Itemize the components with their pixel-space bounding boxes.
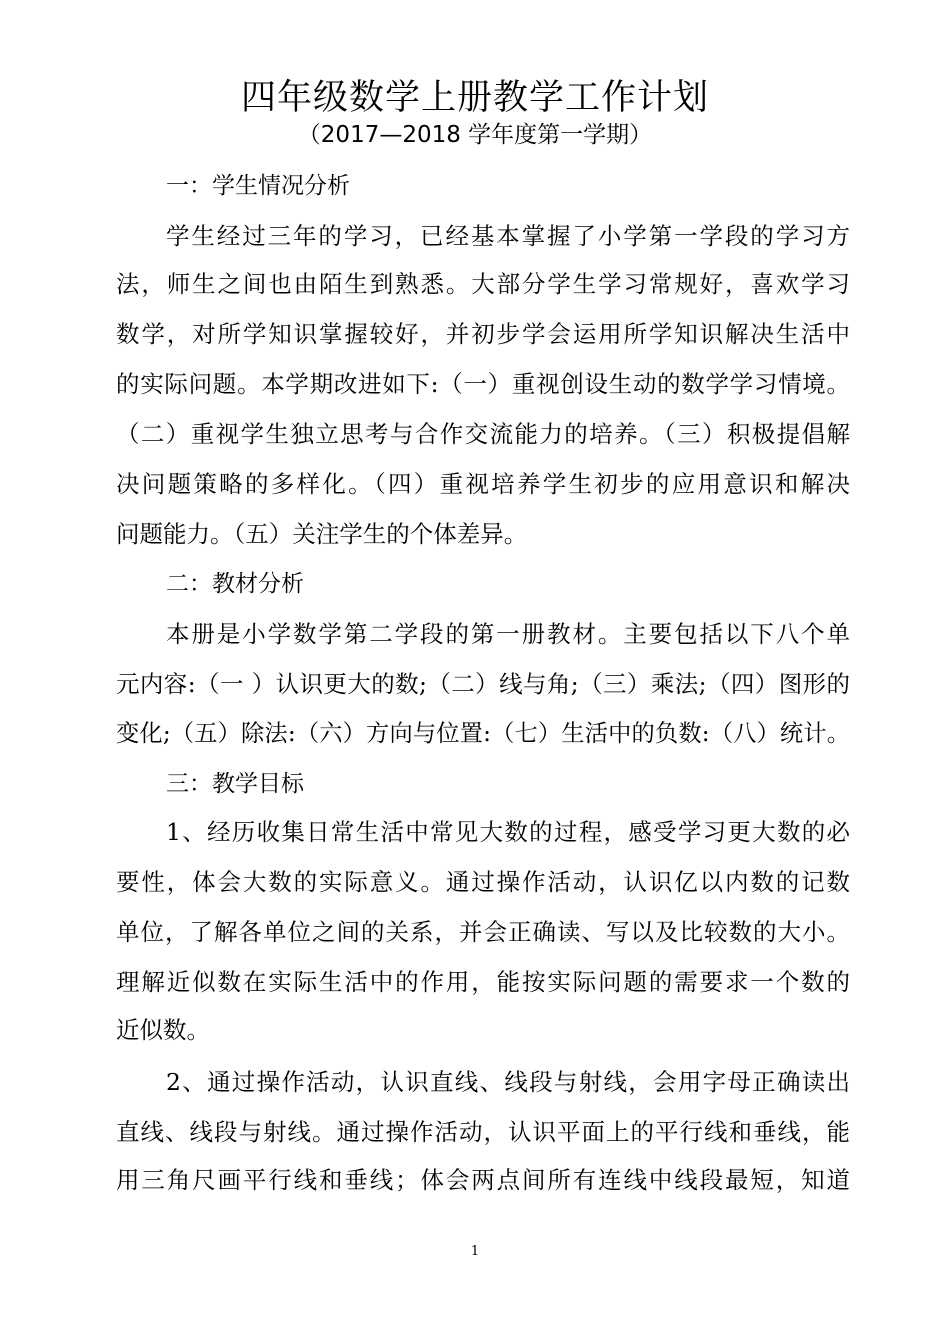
paragraph-line: 的实际问题。本学期改进如下:（一）重视创设生动的数学学习情境。 xyxy=(116,370,850,398)
paragraph-line: 学生经过三年的学习，已经基本掌握了小学第一学段的学习方 xyxy=(166,222,850,250)
paragraph-line: 决问题策略的多样化。（四）重视培养学生初步的应用意识和解决 xyxy=(116,470,850,498)
section-heading-student-analysis: 一：学生情况分析 xyxy=(166,173,350,199)
paragraph-line: 变化;（五）除法:（六）方向与位置:（七）生活中的负数:（八）统计。 xyxy=(116,720,850,747)
page-number: 1 xyxy=(470,1244,480,1259)
document-subtitle: （2017—2018 学年度第一学期） xyxy=(297,122,653,148)
section-heading-teaching-goals: 三：教学目标 xyxy=(166,771,304,797)
paragraph-line: 近似数。 xyxy=(116,1016,210,1044)
paragraph-line: 单位，了解各单位之间的关系，并会正确读、写以及比较数的大小。 xyxy=(116,918,850,946)
section-heading-textbook-analysis: 二：教材分析 xyxy=(166,571,304,597)
document-title: 四年级数学上册教学工作计划 xyxy=(240,78,709,118)
paragraph-line: 要性，体会大数的实际意义。通过操作活动，认识亿以内数的记数 xyxy=(116,868,850,896)
paragraph-line: 元内容:（一 ）认识更大的数;（二）线与角;（三）乘法;（四）图形的 xyxy=(116,670,850,698)
paragraph-line: 理解近似数在实际生活中的作用，能按实际问题的需要求一个数的 xyxy=(116,968,850,996)
paragraph-line: （二）重视学生独立思考与合作交流能力的培养。（三）积极提倡解 xyxy=(116,420,850,448)
paragraph-line: 2、通过操作活动，认识直线、线段与射线，会用字母正确读出 xyxy=(166,1068,850,1096)
paragraph-line: 法，师生之间也由陌生到熟悉。大部分学生学习常规好，喜欢学习 xyxy=(116,270,850,298)
paragraph-line: 直线、线段与射线。通过操作活动，认识平面上的平行线和垂线，能 xyxy=(116,1118,850,1146)
paragraph-line: 1、经历收集日常生活中常见大数的过程，感受学习更大数的必 xyxy=(166,818,850,846)
paragraph-line: 数学，对所学知识掌握较好，并初步学会运用所学知识解决生活中 xyxy=(116,320,850,348)
paragraph-line: 本册是小学数学第二学段的第一册教材。主要包括以下八个单 xyxy=(166,620,850,648)
paragraph-line: 问题能力。（五）关注学生的个体差异。 xyxy=(116,520,528,548)
paragraph-line: 用三角尺画平行线和垂线；体会两点间所有连线中线段最短，知道 xyxy=(116,1166,850,1194)
